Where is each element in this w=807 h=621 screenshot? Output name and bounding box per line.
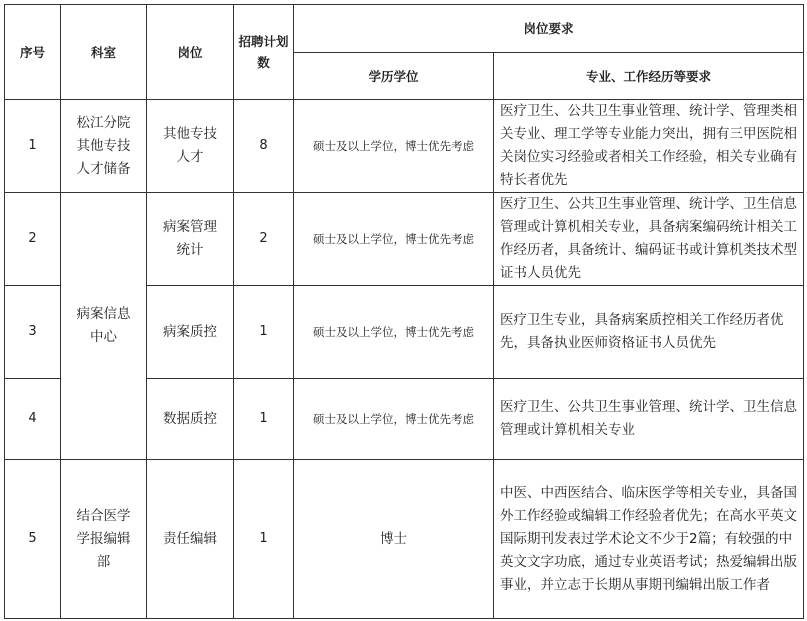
header-plan (234, 5, 294, 100)
cell-degree: 硕士及以上学位，博士优先考虑 (294, 100, 494, 193)
cell-major: 医疗卫生、公共卫生事业管理、统计学、卫生信息管理或计算机相关专业 (494, 379, 804, 460)
cell-position (147, 100, 234, 193)
header-major: 专业、工作经历等要求 (494, 53, 804, 100)
cell-department-text: 结合医学学报编辑部 (76, 507, 131, 570)
header-row (5, 5, 804, 53)
header-plan-label: 招聘计划数 (238, 34, 289, 70)
cell-position-text: 其他专技人才 (163, 126, 217, 165)
cell-plan: 8 (234, 100, 294, 193)
cell-plan: 2 (234, 193, 294, 286)
cell-position: 数据质控 (147, 379, 234, 460)
cell-department (61, 460, 147, 619)
table-row (5, 460, 804, 619)
cell-position: 责任编辑 (147, 460, 234, 619)
cell-position (147, 193, 234, 286)
table-row (5, 100, 804, 193)
cell-major: 医疗卫生、公共卫生事业管理、统计学、管理类相关专业、理工学等专业能力突出，拥有三甲医院相关岗位实习经验或者相关工作经验，相关专业确有特长者优先 (494, 100, 804, 193)
cell-index: 5 (5, 460, 61, 619)
header-degree: 学历学位 (294, 53, 494, 100)
cell-major: 中医、中西医结合、临床医学等相关专业，具备国外工作经验或编辑工作经验者优先；在高水平英文国际期刊发表过学术论文不少于2篇；有较强的中英文文字功底，通过专业英语考试；热爱编辑出版事业，并立志于长期从事期刊编辑出版工作者 (494, 460, 804, 619)
cell-department (61, 193, 147, 460)
header-requirements: 岗位要求 (294, 5, 804, 53)
cell-major: 医疗卫生专业，具备病案质控相关工作经历者优先，具备执业医师资格证书人员优先 (494, 286, 804, 379)
cell-plan: 1 (234, 379, 294, 460)
cell-major: 医疗卫生、公共卫生事业管理、统计学、卫生信息管理或计算机相关专业，具备病案编码统计相关工作经历者，具备统计、编码证书或计算机类技术型证书人员优先 (494, 193, 804, 286)
header-department: 科室 (61, 5, 147, 100)
cell-department-text: 松江分院其他专技人才储备 (76, 114, 131, 177)
cell-degree: 硕士及以上学位，博士优先考虑 (294, 286, 494, 379)
cell-index: 2 (5, 193, 61, 286)
table-row (5, 193, 804, 286)
cell-degree: 硕士及以上学位，博士优先考虑 (294, 193, 494, 286)
header-index: 序号 (5, 5, 61, 100)
cell-index: 4 (5, 379, 61, 460)
header-position: 岗位 (147, 5, 234, 100)
cell-plan: 1 (234, 460, 294, 619)
cell-department (61, 100, 147, 193)
cell-index: 1 (5, 100, 61, 193)
cell-position: 病案质控 (147, 286, 234, 379)
cell-degree: 硕士及以上学位，博士优先考虑 (294, 379, 494, 460)
cell-plan: 1 (234, 286, 294, 379)
cell-position-text: 病案管理统计 (163, 219, 217, 258)
cell-degree: 博士 (294, 460, 494, 619)
recruitment-table (4, 4, 804, 619)
cell-index: 3 (5, 286, 61, 379)
cell-department-text: 病案信息中心 (76, 306, 131, 345)
